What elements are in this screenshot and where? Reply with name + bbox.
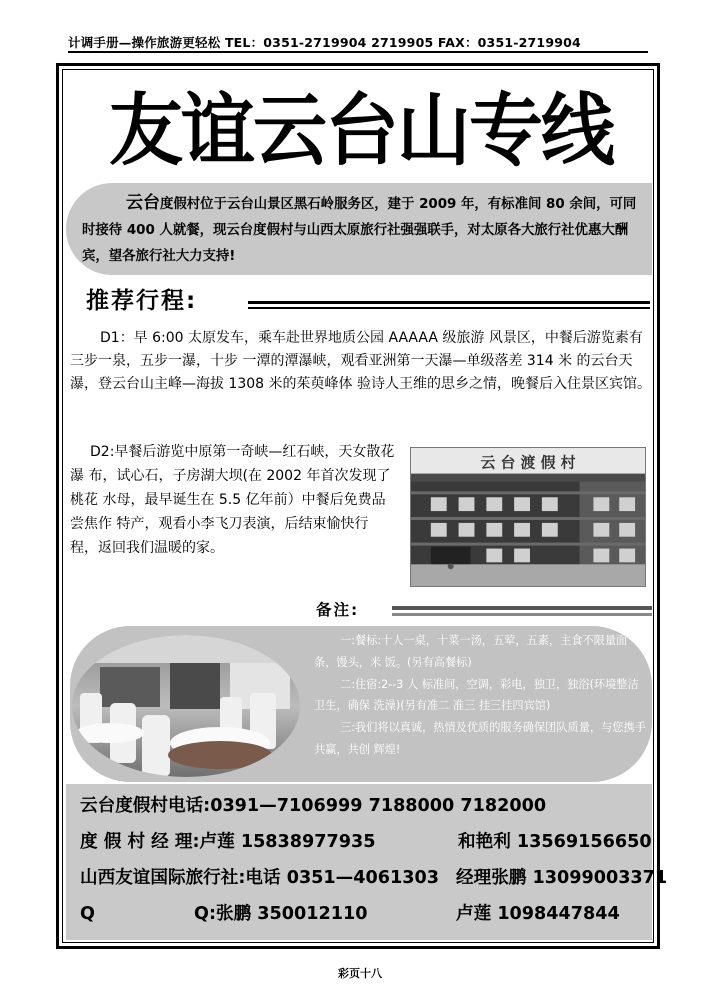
resort-sign-text: 云 台 渡 假 村 (480, 454, 576, 472)
note-item: 一:餐标:十人一桌，十菜一汤，五荤，五素，主食不限量面条，馒头，米 饭。(另有高餐标) (314, 634, 628, 669)
contact-row-3-left (80, 866, 439, 890)
top-header-bar: 计调手册—操作旅游更轻松 TEL：0351-2719904 2719905 FAX：0351-2719904 (68, 33, 648, 53)
notes-rule (392, 606, 652, 610)
intro-paragraph (82, 190, 648, 270)
contact-row-4-q: Q (80, 904, 95, 924)
itinerary-day1: D1：早 6:00 太原发车，乘车赴世界地质公园 AAAAA 级旅游 风景区，中餐后游览素有三步一泉，五步一瀑，十步 一潭的潭瀑峡，观看亚洲第一天瀑—单级落差 314 米 的云台天瀑，登云台山主峰—海拔 1308 米的茱萸峰体 验诗人王维的思乡之情，晚餐后入住景区宾馆。 (70, 330, 651, 392)
contact-row-4-right: 卢莲 1098447844 (456, 904, 620, 924)
itinerary-day2: D2:早餐后游览中原第一奇峡—红石峡，天女散花瀑 布，试心石，子房湖大坝(在 2002 年首次发现了桃花 水母，最早诞生在 5.5 亿年前）中餐后免费品尝焦作 特产，观看小李飞刀表演，后结束愉快行程，返回我们温暖的家。 (70, 444, 395, 556)
resort-building-photo (410, 447, 646, 587)
resort-phone-value: 0391—7106999 7188000 7182000 (210, 796, 547, 816)
intro-body: 度假村位于云台山景区黑石岭服务区，建于 2009 年，有标准间 80 余间，可同时接待 400 人就餐，现云台度假村与山西太原旅行社强强联手，对太原各大旅行社优惠大酬宾，望各旅行社大力支持! (82, 197, 637, 264)
note-item: 二:住宿:2--3 人 标准间，空调，彩电，独卫，独浴(环境整洁卫生，确保 洗澡)(另有准二 准三 挂三挂四宾馆) (314, 677, 639, 713)
notes-heading: 备注: (316, 601, 360, 619)
note-item: 三:我们将以真诚，热情及优质的服务确保团队质量，与您携手共赢，共创 辉煌! (314, 721, 646, 756)
contact-row-2-right: 和艳利 13569156650 (458, 832, 652, 852)
notes-list (314, 630, 648, 761)
contact-row-4-qq: Q:张鹏 350012110 (194, 904, 368, 924)
page-title: 友谊云台山专线 (109, 85, 613, 177)
manager-label: 度 假 村 经 理: (80, 832, 200, 852)
dining-hall-photo (70, 633, 302, 779)
agency-label: 山西友谊国际旅行社: (80, 868, 246, 888)
page-footer: 彩页十八 (338, 967, 382, 980)
heading-rule (248, 307, 650, 309)
resort-phone-label: 云台度假村电话: (80, 796, 211, 816)
contact-row-3-right: 经理张鹏 13099003371 (456, 868, 668, 888)
itinerary-heading: 推荐行程: (86, 288, 198, 314)
manager-value: 卢莲 15838977935 (199, 832, 376, 852)
contact-row-2-left (80, 830, 376, 854)
heading-rule (248, 301, 650, 304)
notes-rule (392, 613, 652, 616)
agency-phone: 电话 0351—4061303 (245, 868, 439, 888)
contact-row-1 (80, 794, 546, 818)
intro-lead: 云台 (126, 193, 160, 213)
